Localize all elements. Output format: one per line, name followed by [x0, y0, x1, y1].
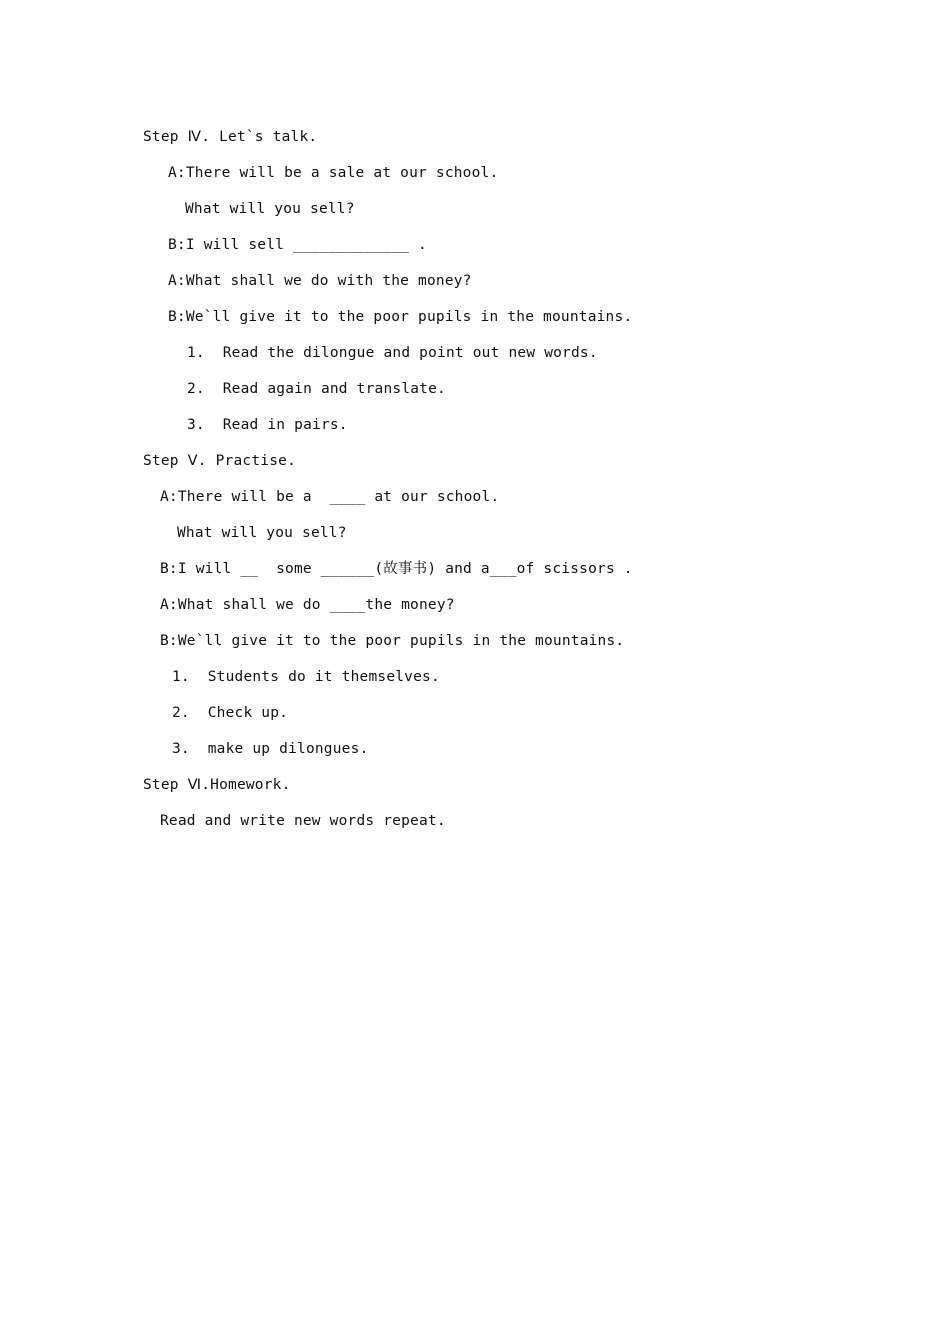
step4-dialogue-line: A:What shall we do with the money?: [168, 273, 472, 289]
step5-dialogue-line: A:What shall we do ____the money?: [160, 597, 455, 613]
step5-dialogue-line: A:There will be a ____ at our school.: [160, 489, 500, 505]
step5-dialogue-line: What will you sell?: [177, 525, 347, 541]
step5-dialogue-line: B:We`ll give it to the poor pupils in the mountains.: [160, 633, 625, 649]
step6-heading: Step Ⅵ.Homework.: [143, 777, 291, 793]
step4-dialogue-line: B:I will sell _____________ .: [168, 237, 427, 253]
step4-heading: Step Ⅳ. Let`s talk.: [143, 129, 318, 145]
step5-heading: Step Ⅴ. Practise.: [143, 453, 296, 469]
step5-list-item: 2. Check up.: [172, 705, 289, 721]
step4-list-item: 3. Read in pairs.: [187, 417, 348, 433]
step4-dialogue-line: A:There will be a sale at our school.: [168, 165, 499, 181]
step4-list-item: 1. Read the dilongue and point out new words.: [187, 345, 598, 361]
step4-dialogue-line: B:We`ll give it to the poor pupils in the mountains.: [168, 309, 633, 325]
step5-dialogue-line: B:I will __ some ______(故事书) and a___of scissors .: [160, 561, 633, 577]
step5-list-item: 3. make up dilongues.: [172, 741, 369, 757]
step6-text: Read and write new words repeat.: [160, 813, 446, 829]
step4-list-item: 2. Read again and translate.: [187, 381, 446, 397]
step5-list-item: 1. Students do it themselves.: [172, 669, 440, 685]
step4-dialogue-line: What will you sell?: [185, 201, 355, 217]
